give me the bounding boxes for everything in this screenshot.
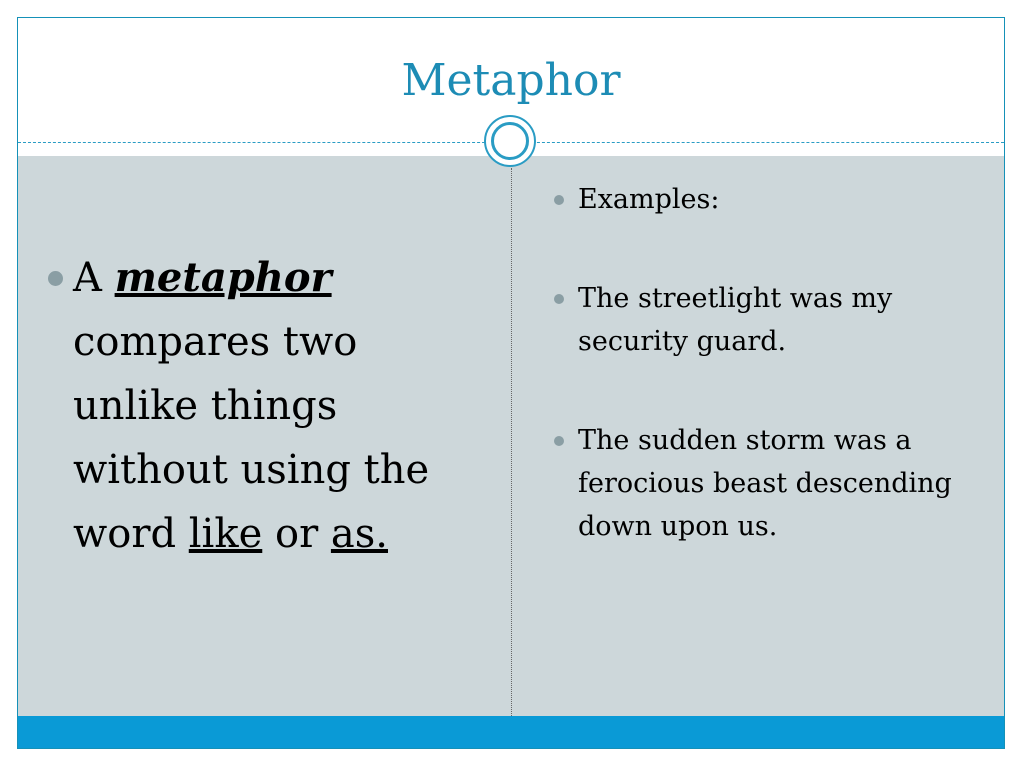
bottom-bar	[18, 716, 1004, 749]
examples-heading: Examples:	[578, 184, 720, 215]
definition-or: or	[274, 511, 319, 557]
definition-bullet	[48, 246, 488, 566]
bullet-dot-icon	[554, 436, 564, 446]
slide	[17, 17, 1005, 749]
column-divider	[511, 168, 512, 716]
definition-rest: compares two unlike things without using the word	[73, 319, 430, 557]
definition-text	[73, 246, 488, 566]
circle-ornament-icon	[484, 115, 536, 167]
list-item	[554, 178, 984, 221]
definition-article: A	[73, 255, 102, 301]
bullet-dot-icon	[554, 294, 564, 304]
definition-term: metaphor	[114, 254, 332, 301]
example-text: The streetlight was my security guard.	[578, 283, 893, 357]
list-item	[554, 419, 984, 548]
examples-list	[554, 178, 984, 548]
bullet-dot-icon	[554, 195, 564, 205]
definition-word-as: as.	[330, 511, 388, 557]
example-text: The sudden storm was a ferocious beast descending down upon us.	[578, 425, 952, 542]
definition-word-like: like	[188, 511, 263, 557]
list-item	[554, 277, 984, 363]
bullet-dot-icon	[48, 271, 63, 286]
slide-title: Metaphor	[401, 55, 621, 106]
